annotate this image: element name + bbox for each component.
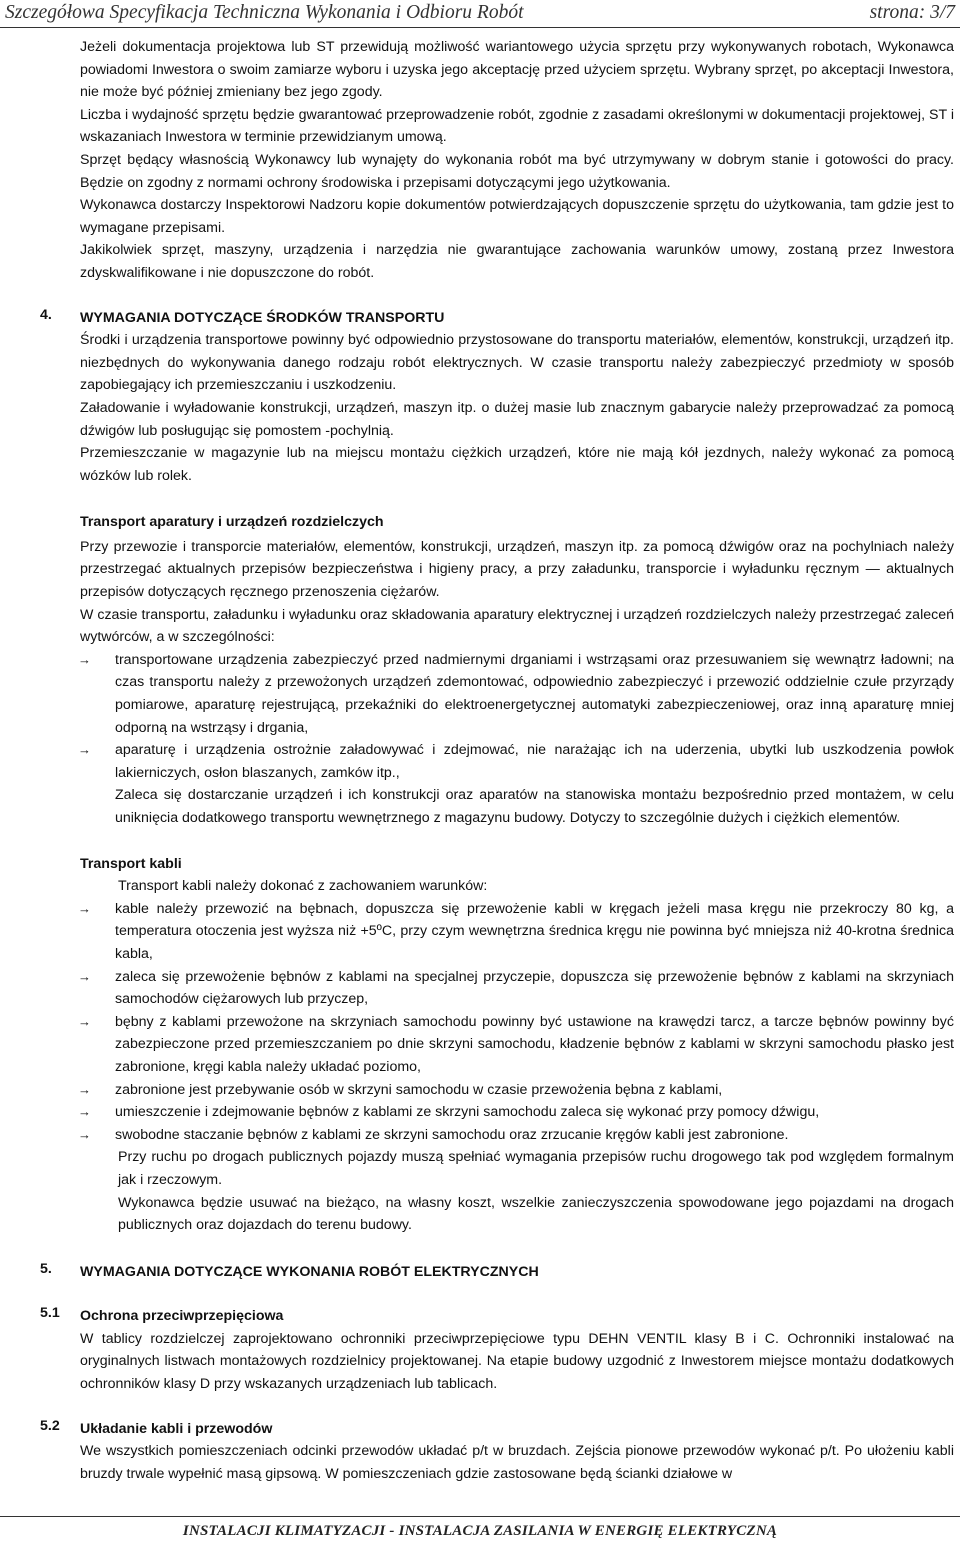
paragraph: Przy ruchu po drogach publicznych pojazdy muszą spełniać wymagania przepisów ruchu drogowego tak pod względem formalnym jak i rzeczowym.	[118, 1149, 954, 1188]
list-item: → transportowane urządzenia zabezpieczyć przed nadmiernymi drganiami i wstrząsami oraz przesuwaniem się wewnątrz ładowni; na czas transportu należy z przewożonych urządzeń zdemontować, odpowiednio zabezpieczyć i przewozić oddzielnie czułe przyrządy pomiarowe, aparaturę rejestrującą, przekaźniki do elektroenergetycznej automatyki zabezpieczeniowej, oraz inną aparaturę mniej odporną na wstrząsy i drgania,	[80, 649, 954, 739]
arrow-bullet-icon: →	[78, 968, 91, 984]
arrow-bullet-icon: →	[78, 1013, 91, 1029]
paragraph: Przemieszczanie w magazynie lub na miejscu montażu ciężkich urządzeń, które nie mają kół jezdnych, należy wykonać za pomocą wózków lub rolek.	[80, 445, 954, 484]
section-number: 4.	[40, 306, 52, 323]
document-title: Szczegółowa Specyfikacja Techniczna Wykonania i Odbioru Robót	[5, 2, 524, 23]
paragraph: Zaleca się dostarczanie urządzeń i ich konstrukcji oraz aparatów na stanowiska montażu bezpośrednio przed montażem, w celu uniknięcia dodatkowego transportu wewnętrznego z magazynu budowy. Dotyczy to szczególnie dużych i ciężkich elementów.	[115, 787, 954, 826]
header-divider	[0, 27, 960, 28]
arrow-bullet-icon: →	[78, 900, 91, 916]
arrow-bullet-icon: →	[78, 651, 91, 667]
list-item: → swobodne staczanie bębnów z kablami ze skrzyni samochodu oraz zrzucanie kręgów kabli jest zabronione.	[80, 1124, 954, 1147]
paragraph: W czasie transportu, załadunku i wyładunku oraz składowania aparatury elektrycznej i urządzeń rozdzielczych należy przestrzegać zaleceń wytwórców, a w szczególności:	[80, 606, 954, 646]
paragraph: Wykonawca będzie usuwać na bieżąco, na własny koszt, wszelkie zanieczyszczenia spowodowane jego pojazdami na drogach publicznych oraz dojazdach do terenu budowy.	[118, 1194, 954, 1234]
section-5	[40, 1260, 954, 1284]
list-item: → aparaturę i urządzenia ostrożnie załadowywać i zdejmować, nie narażając ich na uderzenia, ubytki lub uszkodzenia powłok lakierniczych, osłon blaszanych, zamków itp.,	[80, 739, 954, 784]
arrow-bullet-icon: →	[78, 1126, 91, 1142]
section-cable-transport	[80, 853, 954, 1237]
paragraph: Sprzęt będący własnością Wykonawcy lub wynajęty do wykonania robót ma być utrzymywany w dobrym stanie i gotowości do pracy. Będzie on zgodny z normami ochrony środowiska i przepisami dotyczącymi jego użytkowania.	[80, 151, 954, 191]
arrow-bullet-icon: →	[78, 1104, 91, 1120]
subsection-heading: Transport kabli	[80, 855, 182, 872]
paragraph: Transport kabli należy dokonać z zachowaniem warunków:	[118, 878, 488, 895]
paragraph: Wykonawca dostarczy Inspektorowi Nadzoru kopie dokumentów potwierdzających dopuszczenie sprzętu do użytkowania, tam gdzie jest to wymagane przepisami.	[80, 197, 954, 236]
paragraph: We wszystkich pomieszczeniach odcinki przewodów układać p/t w bruzdach. Zejścia pionowe przewodów wykonać p/t. Po ułożeniu kabli bruzdy trwale wypełnić masą gipsową. W pomieszczeniach gdzie zastosowane będą ścianki działowe w	[80, 1443, 954, 1482]
subsection-heading: Transport aparatury i urządzeń rozdzielczych	[80, 514, 384, 531]
section-number: 5.1	[40, 1305, 60, 1322]
paragraph: Jakikolwiek sprzęt, maszyny, urządzenia i narzędzia nie gwarantujące zachowania warunków umowy, zostaną przez Inwestora zdyskwalifikowane i nie dopuszczone do robót.	[80, 242, 954, 281]
section-number: 5.2	[40, 1417, 60, 1434]
list-item: → bębny z kablami przewożone na skrzyniach samochodu powinny być ustawione na krawędzi tarcz, a tarcze bębnów powinny być zabezpieczone przed przemieszczaniem po dnie skrzyni samochodu, kładzenie bębnów z kablami w skrzyni samochodu płasko jest zabronione, kręgi kabla należy układać poziomo,	[80, 1011, 954, 1079]
section-5-1	[40, 1305, 954, 1395]
page-footer: INSTALACJI KLIMATYZACJI - INSTALACJA ZASILANIA W ENERGIĘ ELEKTRYCZNĄ	[182, 1523, 778, 1539]
list-item: → zaleca się przewożenie bębnów z kablami na specjalnej przyczepie, dopuszcza się przewożenie bębnów z kablami na skrzyniach samochodów ciężarowych lub przyczep,	[80, 966, 954, 1011]
section-number: 5.	[40, 1260, 52, 1277]
arrow-bullet-icon: →	[78, 1081, 91, 1097]
paragraph: Środki i urządzenia transportowe powinny być odpowiednio przystosowane do transportu materiałów, elementów, konstrukcji, urządzeń itp. niezbędnych do wykonywania danego rodzaju robót elektrycznych. W czasie transportu należy zabezpieczyć przedmioty w sposób zapobiegający ich przemieszczaniu i uszkodzeniu.	[80, 332, 954, 394]
footer-divider	[0, 1516, 960, 1517]
page-number: strona: 3/7	[869, 2, 955, 23]
paragraph: Jeżeli dokumentacja projektowa lub ST przewidują możliwość wariantowego użycia sprzętu przy wykonywanych robotach, Wykonawca powiadomi Inwestora o swoim zamiarze wyboru i uzyska jego akceptację przed użyciem sprzętu. Wybrany sprzęt, po akceptacji Inwestora, nie może być później zmieniany bez jego zgody.	[80, 39, 954, 101]
list-item: → kable należy przewozić na bębnach, dopuszcza się przewożenie kabli w kręgach jeżeli masa kręgu nie przekroczy 80 kg, a temperatura otoczenia jest wyższa niż +5ºC, przy czym wewnętrzna średnica kręgu nie powinna być mniejsza niż 40-krotna średnica kabla,	[80, 898, 954, 966]
paragraph: Załadowanie i wyładowanie konstrukcji, urządzeń, maszyn itp. o dużej masie lub znacznym gabarycie należy przeprowadzać za pomocą dźwigów lub posługując się pomostem -pochylnią.	[80, 399, 954, 439]
page-header	[0, 0, 960, 34]
arrow-bullet-icon: →	[78, 742, 91, 758]
paragraph: W tablicy rozdzielczej zaprojektowano ochronniki przeciwprzepięciowe typu DEHN VENTIL klasy B i C. Ochronniki instalować na oryginalnych listwach montażowych rozdzielnicy projektowanej. Na etapie budowy uzgodnić z Inwestorem miejsce montażu dodatkowych ochronników klasy D przy wskazanych urządzeniach lub tablicach.	[80, 1330, 954, 1393]
paragraph: Liczba i wydajność sprzętu będzie gwarantować przeprowadzenie robót, zgodnie z zasadami określonymi w dokumentacji projektowej, ST i wskazaniach Inwestora w terminie przewidzianym umową.	[80, 106, 954, 146]
section-heading: Ochrona przeciwprzepięciowa	[80, 1308, 284, 1325]
page-content	[40, 36, 954, 1485]
section-apparatus-transport	[80, 511, 954, 829]
section-heading: Układanie kabli i przewodów	[80, 1420, 273, 1437]
section-heading: WYMAGANIA DOTYCZĄCE ŚRODKÓW TRANSPORTU	[80, 309, 445, 326]
list-item: → zabronione jest przebywanie osób w skrzyni samochodu w czasie przewożenia bębna z kablami,	[80, 1079, 954, 1102]
section-heading: WYMAGANIA DOTYCZĄCE WYKONANIA ROBÓT ELEKTRYCZNYCH	[80, 1263, 539, 1280]
section-5-2	[40, 1417, 954, 1486]
section-4	[40, 306, 954, 488]
paragraph: Przy przewozie i transporcie materiałów, elementów, konstrukcji, urządzeń, maszyn itp. za pomocą dźwigów oraz na pochylniach należy przestrzegać aktualnych przepisów bezpieczeństwa i higieny pracy, a przy załadunku, transporcie i wyładunku ręcznym — aktualnych przepisów dotyczących ręcznego przenoszenia ciężarów.	[80, 538, 954, 601]
list-item: → umieszczenie i zdejmowanie bębnów z kablami ze skrzyni samochodu zaleca się wykonać przy pomocy dźwigu,	[80, 1101, 954, 1124]
